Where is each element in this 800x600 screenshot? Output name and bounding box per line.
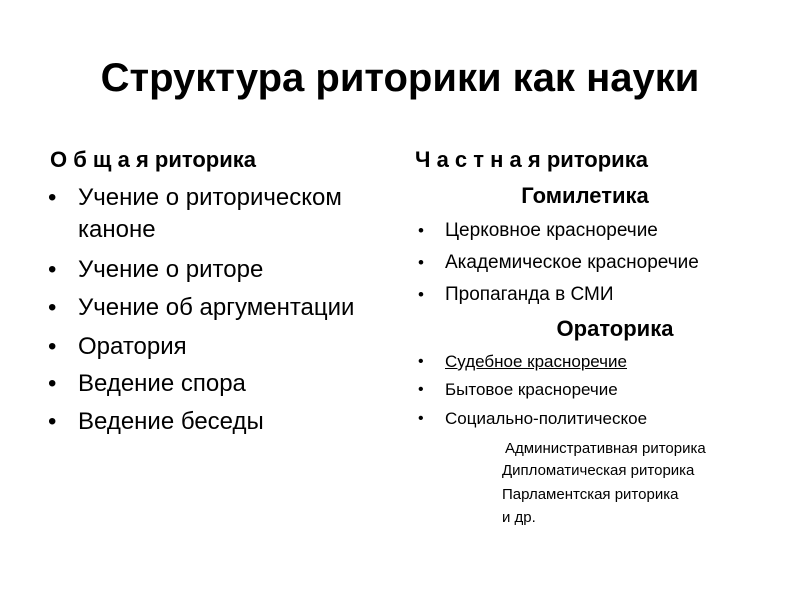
slide-title: Структура риторики как науки [100,56,700,100]
sociopolitical-sub-administrative: Административная риторика [505,440,706,457]
general-item-canon: • Учение о риторическом каноне [78,182,398,246]
sociopolitical-sub-diplomatic: Дипломатическая риторика [502,462,695,479]
oratorics-item-judicial: • Судебное красноречие [445,351,627,373]
general-rhetoric-heading: О б щ а я риторика [50,147,256,172]
general-item-oratory: • Оратория [78,331,398,363]
general-item-dispute: • Ведение спора [78,368,398,400]
sociopolitical-sub-etc: и др. [502,509,536,526]
homiletics-heading: Гомилетика [521,183,649,208]
particular-rhetoric-heading: Ч а с т н а я риторика [415,147,648,172]
oratorics-item-everyday: • Бытовое красноречие [445,379,618,401]
homiletics-item-academic: • Академическое красноречие [445,251,699,275]
general-item-argumentation: • Учение об аргументации [78,292,398,324]
homiletics-item-media: • Пропаганда в СМИ [445,283,614,307]
general-item-conversation: • Ведение беседы [78,406,398,438]
oratorics-heading: Ораторика [556,316,674,341]
homiletics-item-church: • Церковное красноречие [445,219,658,243]
oratorics-item-sociopolitical: • Социально-политическое [445,408,647,430]
general-item-rhetor: • Учение о риторе [78,254,398,286]
sociopolitical-sub-parliamentary: Парламентская риторика [502,486,679,503]
